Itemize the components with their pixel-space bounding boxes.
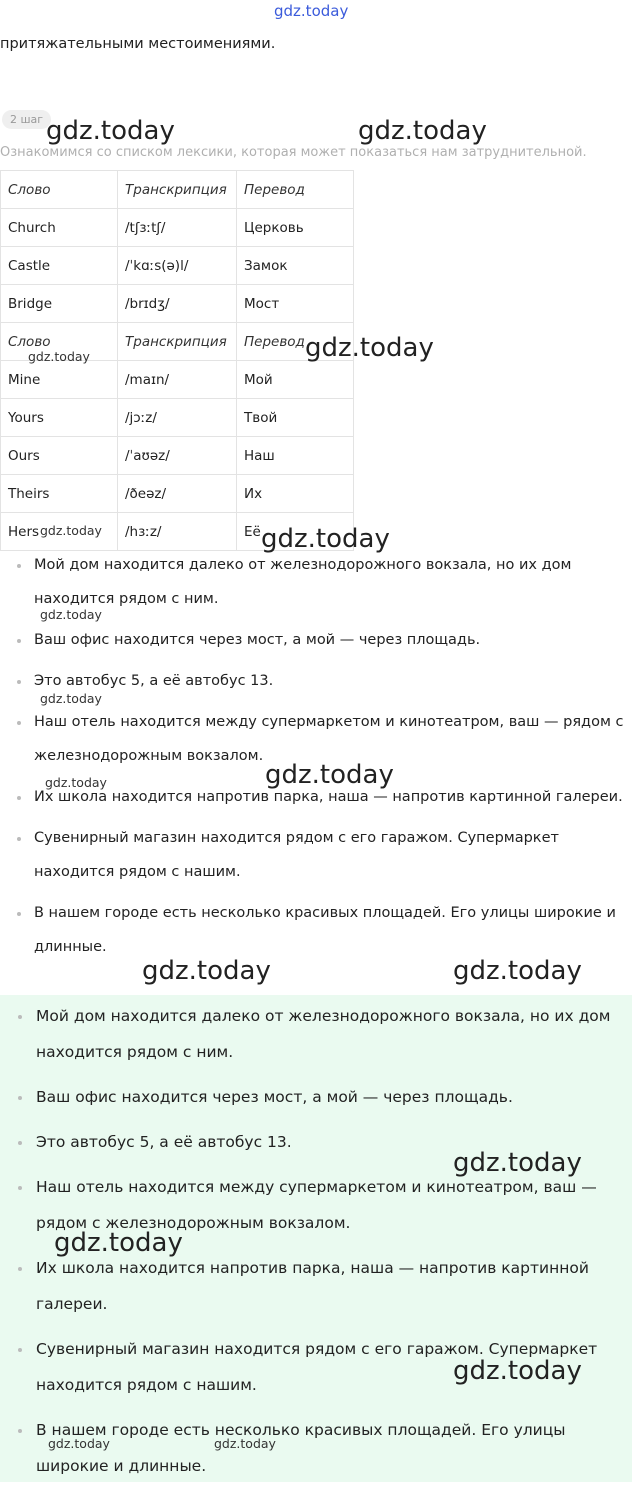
word-cell: Yours bbox=[1, 399, 118, 437]
watermark: gdz.today bbox=[453, 956, 582, 986]
transcription-cell: /maɪn/ bbox=[118, 361, 237, 399]
watermark: gdz.today bbox=[40, 523, 102, 538]
watermark: gdz.today bbox=[453, 1148, 582, 1178]
translation-cell: Мост bbox=[237, 285, 354, 323]
word-cell: Hers bbox=[1, 513, 118, 551]
watermark: gdz.today bbox=[305, 333, 434, 363]
list-item: Ваш офис находится через мост, а мой — через площадь. bbox=[0, 623, 632, 657]
word-cell: Mine bbox=[1, 361, 118, 399]
table-row bbox=[1, 209, 354, 247]
list-item: Мой дом находится далеко от железнодорожного вокзала, но их дом находится рядом с ним. bbox=[0, 548, 632, 616]
watermark: gdz.today bbox=[142, 956, 271, 986]
list-item: Мой дом находится далеко от железнодорожного вокзала, но их дом находится рядом с ним. bbox=[0, 998, 632, 1070]
list-item: Их школа находится напротив парка, наша — напротив картинной галереи. bbox=[0, 1250, 632, 1322]
transcription-cell: /ˈkɑːs(ə)l/ bbox=[118, 247, 237, 285]
list-item: Их школа находится напротив парка, наша — напротив картинной галереи. bbox=[0, 780, 632, 814]
watermark: gdz.today bbox=[45, 775, 107, 790]
watermark: gdz.today bbox=[46, 116, 175, 146]
transcription-cell: /jɔːz/ bbox=[118, 399, 237, 437]
list-item: В нашем городе есть несколько красивых площадей. Его улицы широкие и длинные. bbox=[0, 896, 632, 964]
site-logo[interactable]: gdz.today bbox=[274, 2, 349, 20]
word-cell: Слово bbox=[1, 171, 118, 209]
table-row bbox=[1, 361, 354, 399]
table-header-row bbox=[1, 171, 354, 209]
transcription-cell: /hɜːz/ bbox=[118, 513, 237, 551]
list-item: Ваш офис находится через мост, а мой — через площадь. bbox=[0, 1079, 632, 1115]
step-badge: 2 шаг bbox=[2, 110, 51, 129]
watermark: gdz.today bbox=[214, 1436, 276, 1451]
transcription-cell: /ˈaʊəz/ bbox=[118, 437, 237, 475]
intro-text: притяжательными местоимениями. bbox=[0, 36, 276, 52]
watermark: gdz.today bbox=[261, 524, 390, 554]
word-cell: Слово bbox=[1, 323, 118, 361]
word-cell: Bridge bbox=[1, 285, 118, 323]
transcription-cell: Транскрипция bbox=[118, 323, 237, 361]
list-item: Сувенирный магазин находится рядом с его гаражом. Супермаркет находится рядом с нашим. bbox=[0, 1331, 632, 1403]
list-item: Наш отель находится между супермаркетом и кинотеатром, ваш — рядом с железнодорожным вокзалом. bbox=[0, 705, 632, 773]
watermark: gdz.today bbox=[28, 349, 90, 364]
watermark: gdz.today bbox=[40, 607, 102, 622]
list-item: Это автобус 5, а её автобус 13. bbox=[0, 664, 632, 698]
transcription-cell: /tʃɜːtʃ/ bbox=[118, 209, 237, 247]
list-item: Сувенирный магазин находится рядом с его гаражом. Супермаркет находится рядом с нашим. bbox=[0, 821, 632, 889]
translation-cell: Её bbox=[237, 513, 354, 551]
table-row bbox=[1, 399, 354, 437]
word-cell: Castle bbox=[1, 247, 118, 285]
table-row bbox=[1, 475, 354, 513]
transcription-cell: /brɪdʒ/ bbox=[118, 285, 237, 323]
table-row bbox=[1, 437, 354, 475]
translation-cell: Наш bbox=[237, 437, 354, 475]
transcription-cell: /ðeəz/ bbox=[118, 475, 237, 513]
watermark: gdz.today bbox=[453, 1356, 582, 1386]
step-description: Ознакомимся со списком лексики, которая может показаться нам затруднительной. bbox=[0, 145, 587, 160]
word-cell: Ours bbox=[1, 437, 118, 475]
watermark: gdz.today bbox=[48, 1436, 110, 1451]
word-cell: Theirs bbox=[1, 475, 118, 513]
word-cell: Church bbox=[1, 209, 118, 247]
translation-cell: Перевод bbox=[237, 171, 354, 209]
translation-cell: Перевод bbox=[237, 323, 354, 361]
list-item: Это автобус 5, а её автобус 13. bbox=[0, 1124, 632, 1160]
watermark: gdz.today bbox=[54, 1228, 183, 1258]
translation-cell: Их bbox=[237, 475, 354, 513]
transcription-cell: Транскрипция bbox=[118, 171, 237, 209]
list-item: В нашем городе есть несколько красивых площадей. Его улицы широкие и длинные. bbox=[0, 1412, 632, 1484]
watermark: gdz.today bbox=[40, 691, 102, 706]
translation-cell: Замок bbox=[237, 247, 354, 285]
translation-cell: Твой bbox=[237, 399, 354, 437]
translation-cell: Церковь bbox=[237, 209, 354, 247]
watermark: gdz.today bbox=[265, 760, 394, 790]
translation-cell: Мой bbox=[237, 361, 354, 399]
list-item: Наш отель находится между супермаркетом и кинотеатром, ваш — рядом с железнодорожным вокзалом. bbox=[0, 1169, 632, 1241]
table-row bbox=[1, 285, 354, 323]
table-row bbox=[1, 247, 354, 285]
watermark: gdz.today bbox=[358, 116, 487, 146]
